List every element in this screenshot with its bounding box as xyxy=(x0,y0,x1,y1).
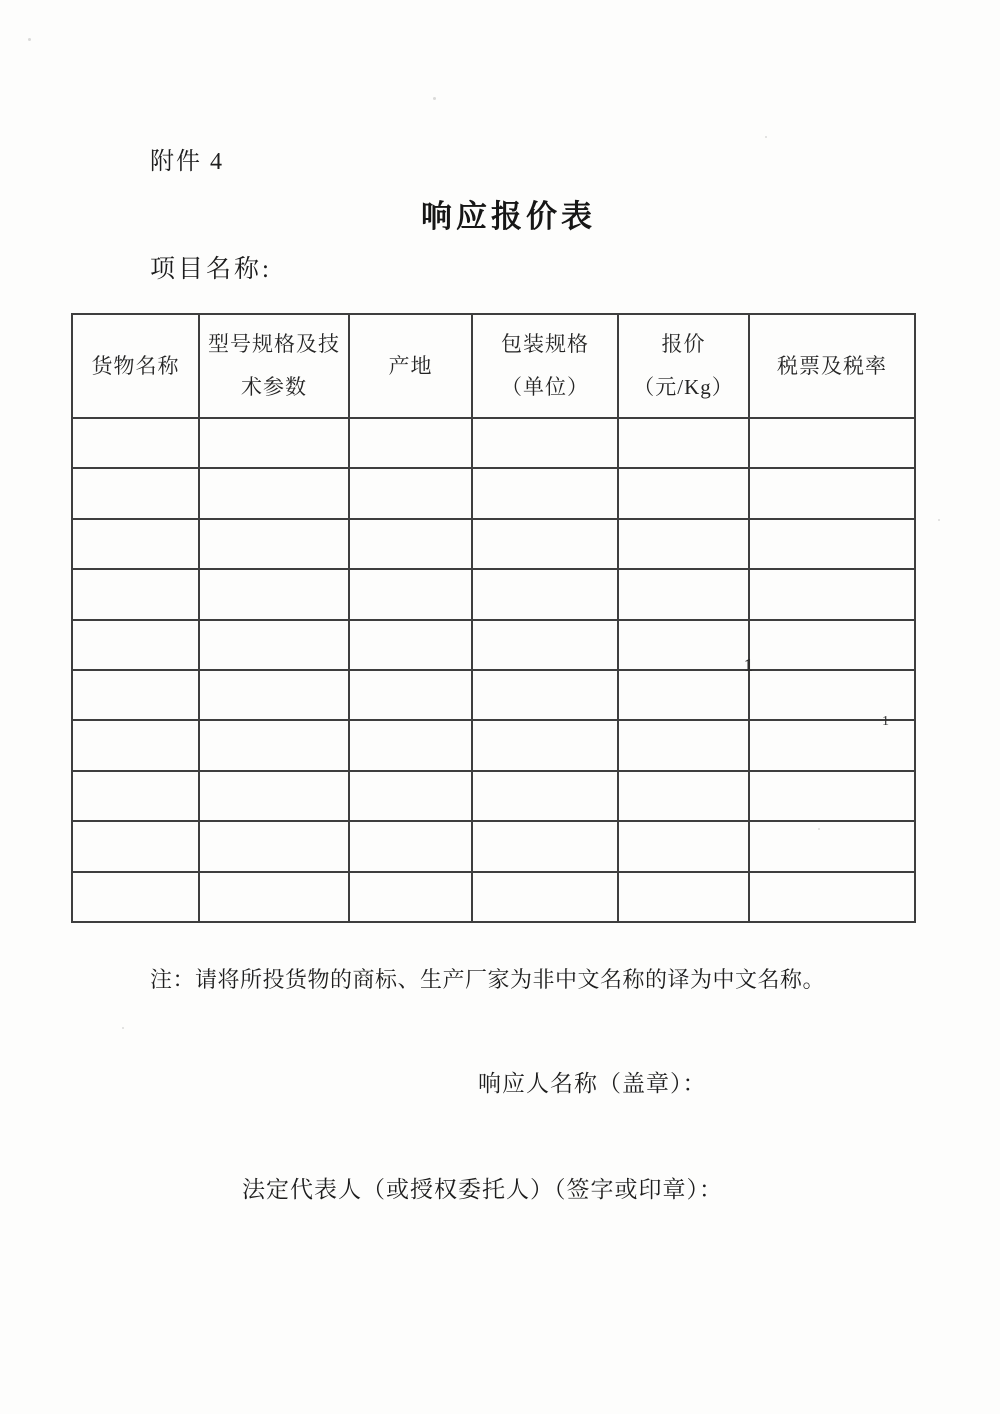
table-cell xyxy=(472,670,618,720)
table-cell xyxy=(349,620,472,670)
table-row xyxy=(72,569,915,619)
scan-speck xyxy=(122,1027,124,1029)
column-header-label: 税票及税率 xyxy=(777,353,887,378)
table-cell xyxy=(749,720,915,770)
column-header-label: 报价 xyxy=(661,332,706,356)
table-cell xyxy=(749,620,915,670)
table-cell xyxy=(199,418,349,468)
table-cell xyxy=(199,872,349,922)
project-name-label: 项目名称: xyxy=(150,256,272,283)
table-cell xyxy=(618,620,749,670)
table-cell xyxy=(472,720,618,770)
column-header-packaging xyxy=(472,314,618,418)
table-cell xyxy=(749,418,915,468)
table-cell xyxy=(72,468,199,518)
table-cell xyxy=(618,468,749,518)
note-text: 注：请将所投货物的商标、生产厂家为非中文名称的译为中文名称。 xyxy=(150,967,826,992)
table-row xyxy=(72,418,915,468)
quotation-table xyxy=(71,313,916,923)
table-cell xyxy=(749,771,915,821)
table-cell xyxy=(749,872,915,922)
scan-speck xyxy=(938,519,940,521)
table-cell xyxy=(199,569,349,619)
table-row xyxy=(72,771,915,821)
table-cell xyxy=(349,418,472,468)
table-row xyxy=(72,670,915,720)
attachment-label: 附件 4 xyxy=(150,149,224,175)
table-cell xyxy=(349,872,472,922)
table-cell xyxy=(72,821,199,871)
table-header-row xyxy=(72,314,915,418)
table-cell xyxy=(749,468,915,518)
table-cell xyxy=(749,519,915,569)
table-cell xyxy=(618,670,749,720)
scan-speck xyxy=(433,97,436,100)
table-row xyxy=(72,821,915,871)
table-cell xyxy=(749,670,915,720)
table-cell xyxy=(349,821,472,871)
table-row xyxy=(72,720,915,770)
table-cell xyxy=(72,620,199,670)
column-header-label: 货物名称 xyxy=(91,353,180,378)
column-header-label: 术参数 xyxy=(241,375,307,399)
table-cell xyxy=(472,519,618,569)
scan-speck xyxy=(818,828,820,830)
table-cell xyxy=(199,821,349,871)
table-cell xyxy=(72,872,199,922)
table-cell xyxy=(349,771,472,821)
column-header-label: （元/Kg） xyxy=(633,375,734,399)
table-cell xyxy=(472,468,618,518)
table-cell xyxy=(349,468,472,518)
table-cell xyxy=(472,569,618,619)
table-cell xyxy=(72,519,199,569)
scan-artifact-digit: 1 xyxy=(744,655,753,675)
column-header-tax xyxy=(749,314,915,418)
table-cell xyxy=(618,872,749,922)
table-row xyxy=(72,620,915,670)
table-cell xyxy=(199,720,349,770)
table-cell xyxy=(472,620,618,670)
column-header-price xyxy=(618,314,749,418)
table-cell xyxy=(618,821,749,871)
table-cell xyxy=(749,569,915,619)
column-header-label: 包装规格 xyxy=(501,332,589,356)
scan-speck xyxy=(28,38,31,41)
table-cell xyxy=(72,569,199,619)
table-cell xyxy=(349,720,472,770)
table-cell xyxy=(472,418,618,468)
column-header-origin xyxy=(349,314,472,418)
scan-artifact-digit: 1 xyxy=(882,714,889,729)
table-cell xyxy=(618,418,749,468)
respondent-seal-label: 响应人名称（盖章）： xyxy=(478,1071,707,1096)
column-header-label: （单位） xyxy=(501,375,589,399)
table-row xyxy=(72,468,915,518)
table-cell xyxy=(618,519,749,569)
legal-representative-signature-label: 法定代表人（或授权委托人）（签字或印章）： xyxy=(242,1177,723,1202)
column-header-label: 型号规格及技 xyxy=(208,332,340,356)
table-cell xyxy=(199,519,349,569)
page-title: 响应报价表 xyxy=(421,199,596,234)
table-row xyxy=(72,519,915,569)
scan-speck xyxy=(765,136,767,138)
table-cell xyxy=(72,771,199,821)
table-cell xyxy=(72,720,199,770)
table-cell xyxy=(199,771,349,821)
table-cell xyxy=(349,670,472,720)
column-header-model-spec xyxy=(199,314,349,418)
table-cell xyxy=(72,670,199,720)
table-cell xyxy=(199,468,349,518)
table-cell xyxy=(618,569,749,619)
table-body xyxy=(72,418,915,922)
column-header-goods-name xyxy=(72,314,199,418)
table-row xyxy=(72,872,915,922)
table-cell xyxy=(472,771,618,821)
table-cell xyxy=(349,519,472,569)
table-cell xyxy=(749,821,915,871)
table-cell xyxy=(472,821,618,871)
table-cell xyxy=(472,872,618,922)
table-cell xyxy=(72,418,199,468)
table-cell xyxy=(349,569,472,619)
table-cell xyxy=(618,771,749,821)
column-header-label: 产地 xyxy=(388,353,433,378)
table-cell xyxy=(618,720,749,770)
table-cell xyxy=(199,620,349,670)
table-cell xyxy=(199,670,349,720)
